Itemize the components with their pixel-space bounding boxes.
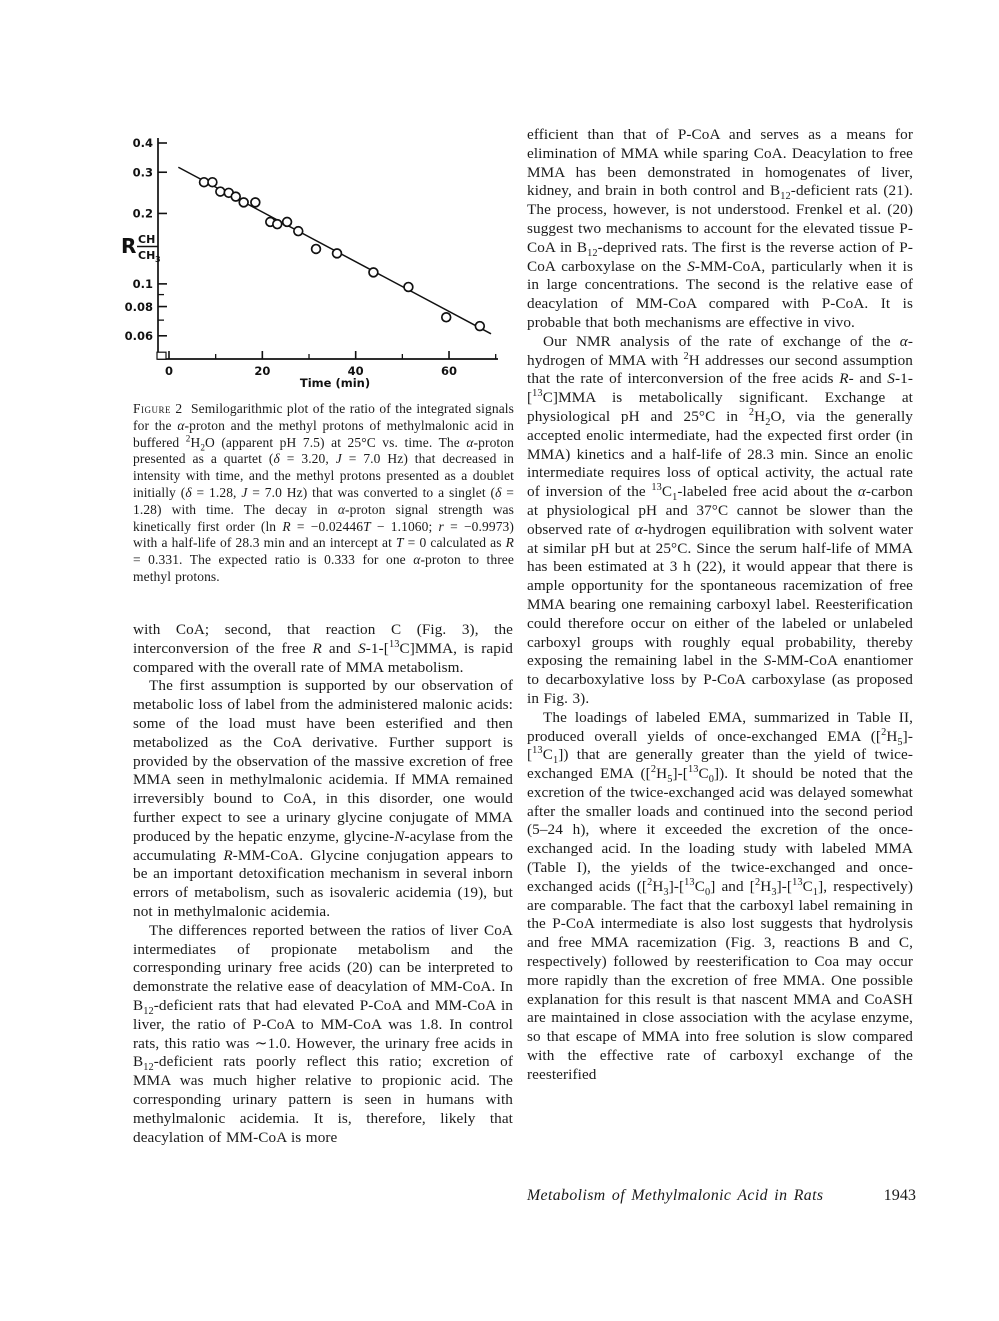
svg-text:0.06: 0.06	[124, 328, 153, 343]
running-title: Metabolism of Methylmalonic Acid in Rats	[527, 1187, 824, 1204]
svg-text:60: 60	[441, 364, 458, 378]
left-column	[133, 621, 513, 1147]
figure-2-caption-text: Figure 2 Semilogarithmic plot of the ratio of the integrated signals for the α-proton and the methyl protons of methylmalonic acid in buffered $^2H_2O$ (apparent pH 7.5) at 25°C vs. time. The α-proton presented as a quartet (δ = 3.20, J = 7.0 Hz) that decreased in intensity with time, and the methyl protons presented as a doublet initially (δ = 1.28, J = 7.0 Hz) that was converted to a singlet (δ = 1.28) with time. The decay in α-proton signal strength was kinetically first order (ln R = −0.02446T − 1.1060; r = −0.9973) with a half-life of 28.3 min and an intercept at T = 0 calculated as R = 0.331. The expected ratio is 0.333 for one α-proton to three methyl protons.	[133, 401, 515, 584]
svg-text:CH: CH	[138, 233, 156, 246]
svg-text:0.4: 0.4	[132, 136, 153, 151]
paragraph: The differences reported between the ratios of liver CoA intermediates of propionate metabolism and the corresponding urinary free acids (20) can be interpreted to demonstrate the relative ease of deacylation of MM-CoA. In $B_{12}$-deficient rats that had elevated P-CoA and MM-CoA in liver, the ratio of P-CoA to MM-CoA was 1.8. In control rats, this ratio was ∼1.0. However, the urinary free acids in $B_{12}$-deficient rats poorly reflect this ratio; excretion of MMA was much higher relative to propionic acid. The corresponding urinary pattern is seen in humans with methylmalonic acidemia. It is, therefore, likely that deacylation of MM-CoA is more	[133, 921, 513, 1146]
svg-text:20: 20	[254, 364, 271, 378]
page-number: 1943	[883, 1186, 916, 1204]
svg-text:40: 40	[347, 364, 364, 378]
svg-text:0.3: 0.3	[132, 165, 153, 180]
page-footer	[527, 1186, 917, 1205]
right-column	[527, 126, 913, 1085]
svg-text:R: R	[121, 234, 137, 258]
paragraph: efficient than that of P-CoA and serves as a means for elimination of MMA while sparing CoA. Deacylation to free MMA has been demonstrated in homogenates of liver, kidney, and brain in both control and $B_{12}$-deficient rats (21). The process, however, is not understood. Frenkel et al. (20) suggest two mechanisms to account for the elevated tissue P-CoA in $B_{12}$-deprived rats. The first is the reverse action of P-CoA carboxylase on the S-MM-CoA, particularly when it is in large concentrations. The second is the relative ease of deacylation of MM-CoA compared with P-CoA. It is probable that both mechanisms are effective in vivo.	[527, 126, 913, 331]
svg-text:Time (min): Time (min)	[299, 376, 371, 390]
svg-text:CH: CH	[138, 249, 156, 262]
figure-2-plot	[108, 126, 508, 394]
svg-text:0: 0	[164, 364, 174, 378]
svg-text:0.2: 0.2	[132, 206, 153, 221]
svg-text:0.1: 0.1	[132, 277, 153, 292]
paragraph: Our NMR analysis of the rate of exchange of the α-hydrogen of MMA with $^2$H addresses our second assumption that the rate of interconversion of the free acids R- and S-1-[$^{13}$C]MMA is metabolically significant. Exchange at physiological pH and 25°C in $^2H_2O$, via the generally accepted enolic intermediate, had the expected first order (in MMA) kinetics and a half-life of 28.3 min. Since an enolic intermediate requires loss of optical activity, the actual rate of inversion of the $^{13}C_1$-labeled free acid about the α-carbon at physiological pH and 37°C cannot be slower than the observed rate of α-hydrogen equilibration with solvent water at similar pH but at 25°C. Since the serum half-life of MMA has been estimated at 3 h (22), it would appear that there is ample opportunity for the spontaneous racemization of free MMA bearing one remaining carboxyl label. Reesterification could therefore occur on either of the labeled or unlabeled carboxyl groups with roughly equal probability, thereby exposing the remaining label in the S-MM-CoA enantiomer to decarboxylative loss by P-CoA carboxylase (as proposed in Fig. 3).	[527, 332, 914, 707]
paragraph: The first assumption is supported by our observation of metabolic loss of label from the administered malonic acids: some of the load must have been esterified and then metabolized as the CoA derivative. Further support is provided by the observation of the massive excretion of free MMA seen in methylmalonic acidemia. If MMA remained irreversibly bound to CoA, in this disorder, one would further expect to see a urinary glycine conjugate of MMA produced by the hepatic enzyme, glycine-N-acylase from the accumulating R-MM-CoA. Glycine conjugation appears to be an important detoxification mechanism in several inborn errors of metabolism, such as isovaleric acidemia (19), but not in methylmalonic acidemia.	[133, 677, 513, 920]
paragraph: The loadings of labeled EMA, summarized in Table II, produced overall yields of once-exchanged EMA $([^2H_5]-[^{13}C_1])$ that are generally greater than the yield of twice-exchanged EMA $([^2H_5]-[^{13}C_0])$. It should be noted that the excretion of the twice-exchanged acid was delayed somewhat after the smaller loads and continued into the second period (5–24 h), where it exceeded the excretion of the once-exchanged acid. In the loading study with labeled MMA (Table I), the yields of the twice-exchanged and once-exchanged acids ($[^2H_3]-[^{13}C_0]$ and $[^2H_3]-[^{13}C_1]$, respectively) are comparable. The fact that the carboxyl label remaining in the P-CoA intermediate is also lost suggests that hydrolysis and free MMA racemization (Fig. 3, reactions B and C, respectively) followed by reesterification to Coa may occur more rapidly than the excretion of free MMA. One possible explanation for this result is that nascent MMA and CoASH are maintained in close association with the acylase enzyme, so that escape of MMA into free solution is slow compared with the effective rate of carboxyl exchange of the reesterified	[527, 708, 913, 1083]
figure-2-caption	[133, 401, 514, 586]
svg-text:3: 3	[155, 255, 161, 264]
svg-text:0.08: 0.08	[124, 299, 153, 314]
paragraph: with CoA; second, that reaction C (Fig. 3), the interconversion of the free R and S-1-[$^{13}$C]MMA, is rapid compared with the overall rate of MMA metabolism.	[133, 621, 513, 676]
figure-2	[108, 126, 508, 394]
